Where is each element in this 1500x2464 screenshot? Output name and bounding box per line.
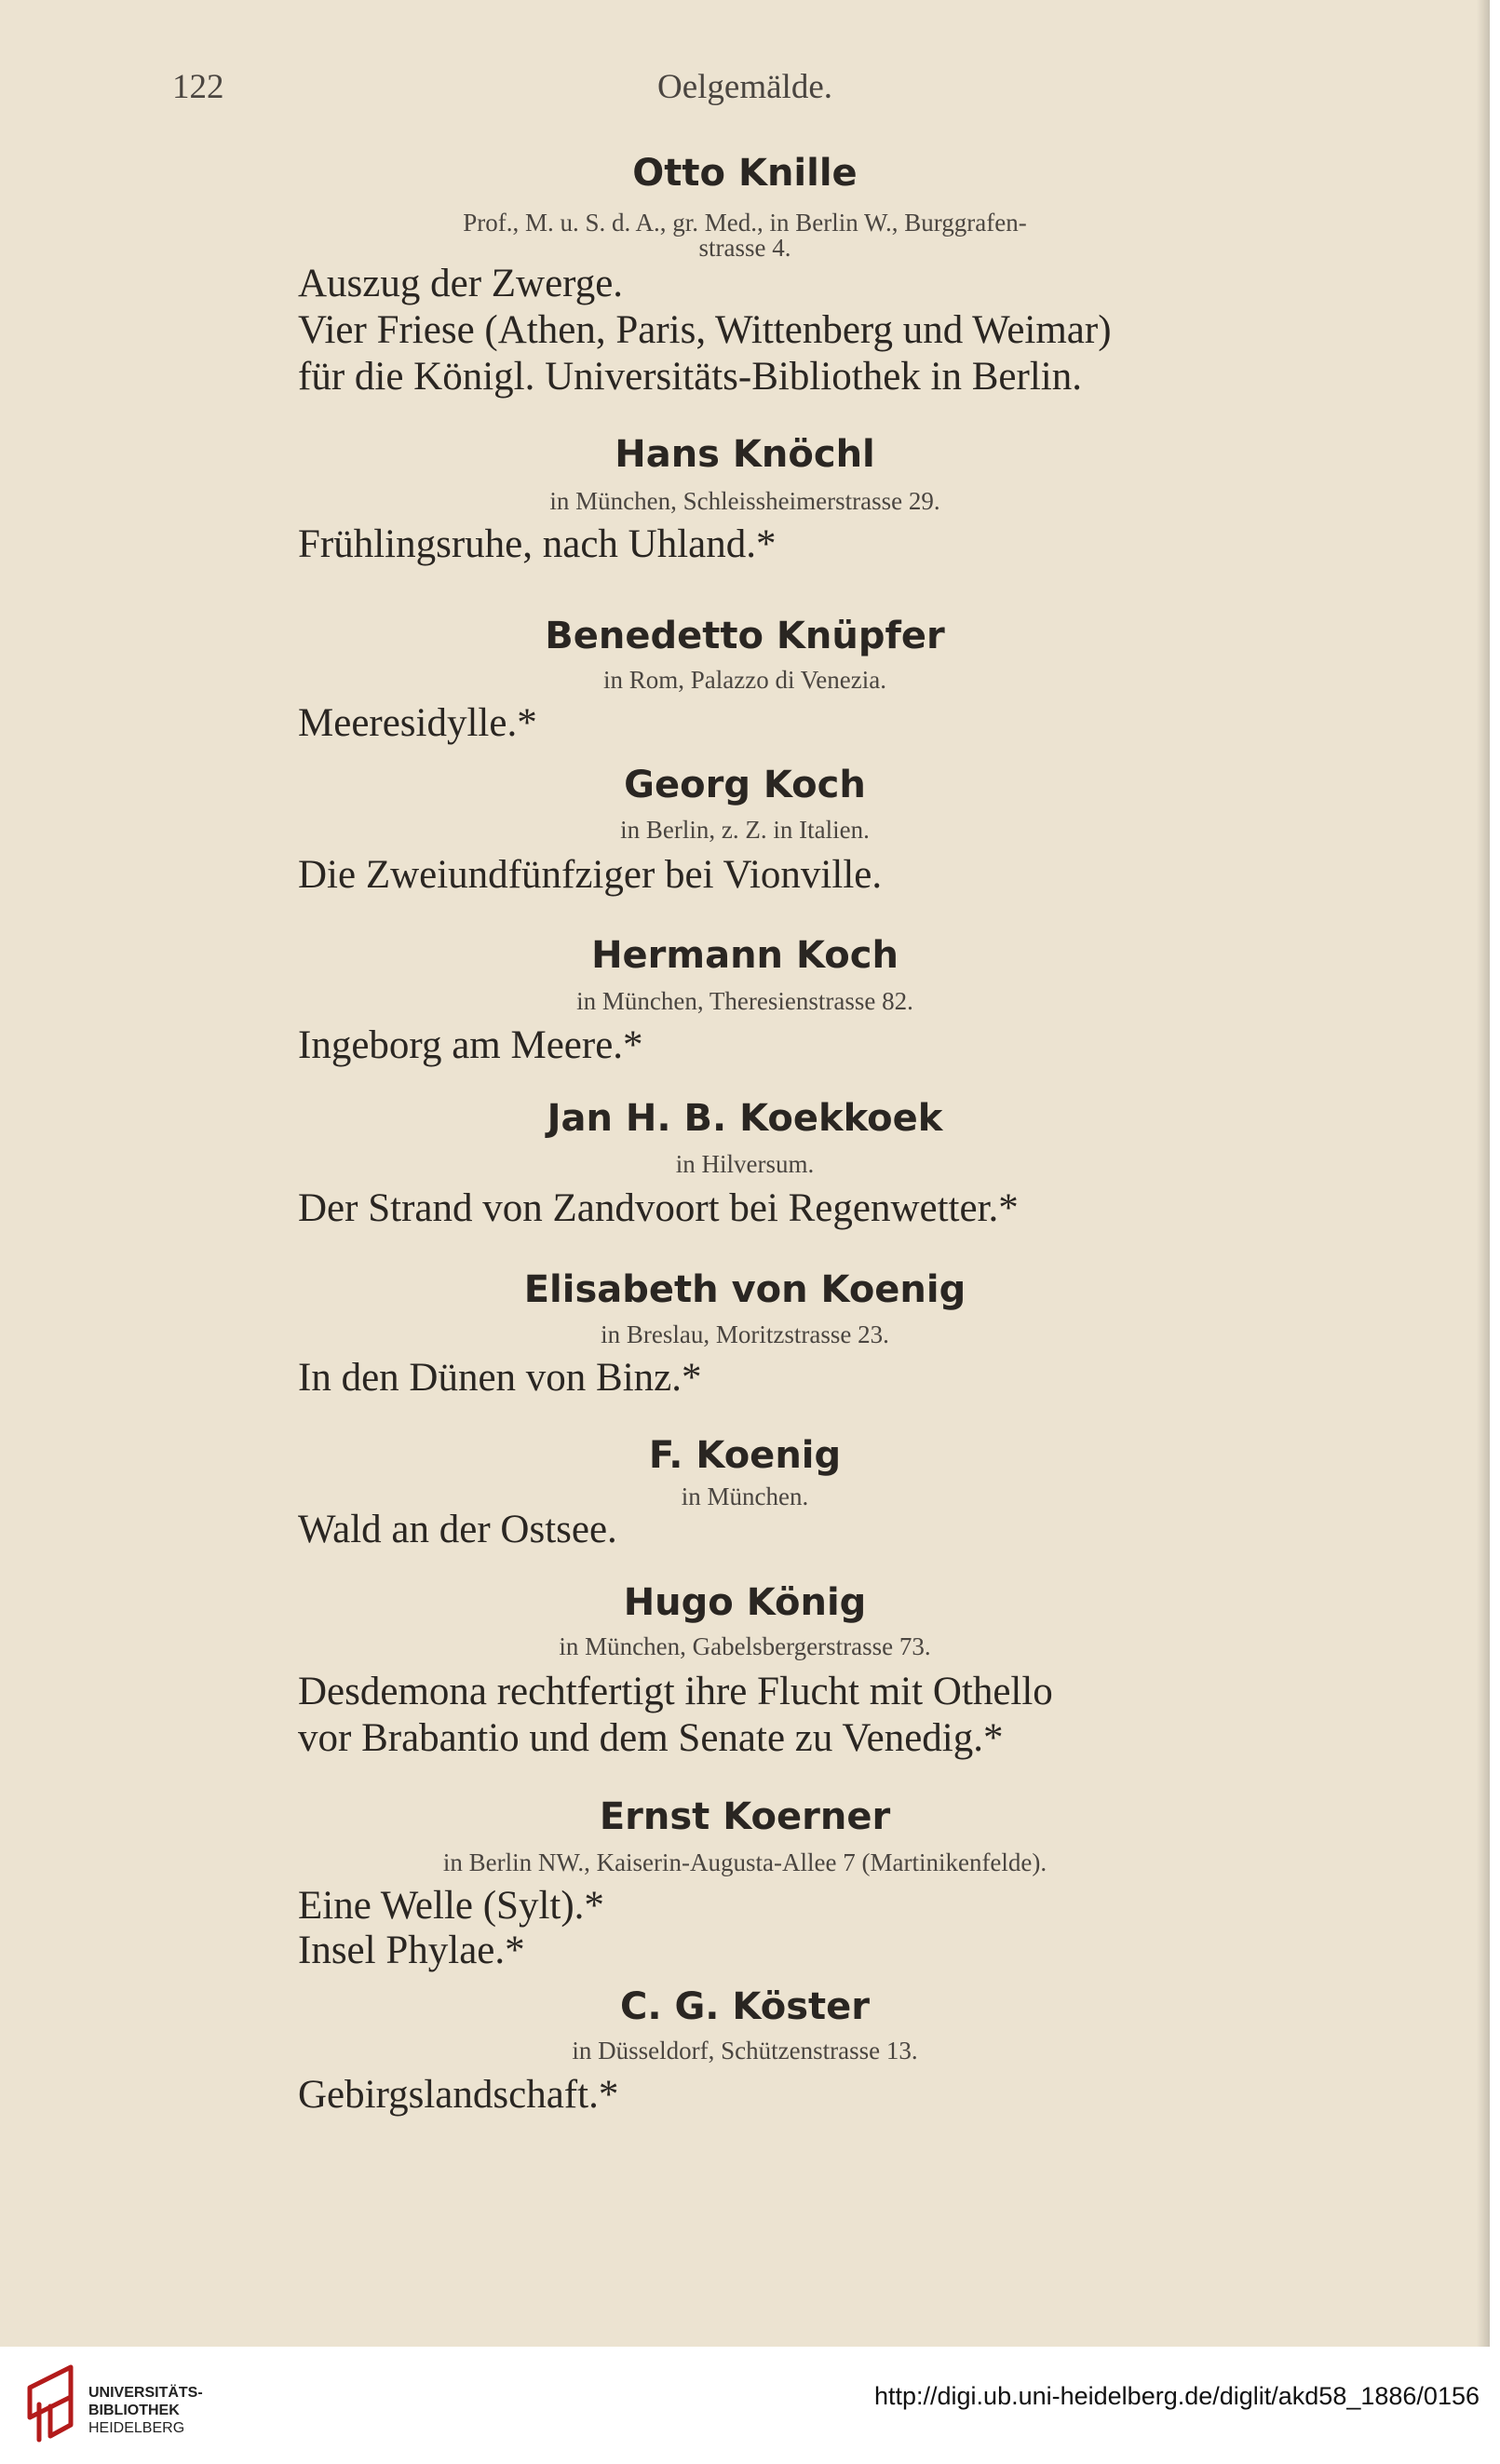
entry-title: Gebirgslandschaft.*	[298, 2073, 619, 2117]
entry-title: Frühlingsruhe, nach Uhland.*	[298, 522, 777, 566]
artist-name: Otto Knille	[632, 152, 858, 195]
entry-title: Auszug der Zwerge.	[298, 262, 624, 305]
entry-title: Eine Welle (Sylt).*	[298, 1884, 604, 1928]
artist-address: in München.	[681, 1482, 809, 1510]
entry-title: Meeresidylle.*	[298, 701, 537, 745]
entry-title: Ingeborg am Meere.*	[298, 1023, 643, 1067]
entry-title: Vier Friese (Athen, Paris, Wittenberg und Weimar)	[298, 308, 1112, 352]
entry-title: Insel Phylae.*	[298, 1929, 525, 1972]
artist-address: strasse 4.	[698, 234, 791, 262]
artist-address: in Berlin NW., Kaiserin-Augusta-Allee 7 (Martinikenfelde).	[442, 1848, 1047, 1876]
ub-heidelberg-logo-icon	[17, 2360, 82, 2447]
library-name-line: HEIDELBERG	[88, 2420, 185, 2436]
artist-address: in Hilversum.	[675, 1150, 815, 1178]
library-name-line: BIBLIOTHEK	[88, 2403, 180, 2418]
artist-name: Elisabeth von Koenig	[523, 1268, 966, 1311]
entry-title: Der Strand von Zandvoort bei Regenwetter.*	[298, 1186, 1019, 1230]
entry-title: Die Zweiundfünfziger bei Vionville.	[298, 853, 883, 897]
entry-title: In den Dünen von Binz.*	[298, 1356, 702, 1400]
artist-address: in München, Schleissheimerstrasse 29.	[549, 487, 940, 515]
entry-title-continuation: für die Königl. Universitäts-Bibliothek in Berlin.	[298, 355, 1082, 399]
artist-address: in Düsseldorf, Schützenstrasse 13.	[572, 2037, 918, 2065]
artist-name: Georg Koch	[624, 764, 866, 806]
artist-name: F. Koenig	[648, 1434, 842, 1477]
artist-address: in Rom, Palazzo di Venezia.	[603, 666, 886, 694]
source-url-link[interactable]: http://digi.ub.uni-heidelberg.de/diglit/akd58_1886/0156	[873, 2382, 1480, 2410]
artist-name: Jan H. B. Koekkoek	[547, 1097, 943, 1140]
artist-name: Hans Knöchl	[615, 433, 875, 476]
running-title: Oelgemälde.	[657, 68, 832, 106]
artist-name: C. G. Köster	[620, 1985, 870, 2028]
artist-name: Hugo König	[623, 1581, 867, 1624]
digitization-footer	[0, 2347, 1500, 2464]
artist-address: in Berlin, z. Z. in Italien.	[620, 816, 870, 844]
entry-title: Desdemona rechtfertigt ihre Flucht mit Othello	[298, 1670, 1053, 1713]
artist-name: Benedetto Knüpfer	[545, 615, 945, 657]
artist-address: in München, Theresienstrasse 82.	[576, 987, 913, 1015]
artist-address: in München, Gabelsbergerstrasse 73.	[559, 1632, 931, 1660]
library-name	[88, 2384, 203, 2437]
artist-address: in Breslau, Moritzstrasse 23.	[601, 1320, 889, 1348]
artist-name: Hermann Koch	[591, 934, 899, 977]
artist-name: Ernst Koerner	[599, 1795, 891, 1838]
page-number: 122	[172, 68, 224, 106]
artist-address: Prof., M. u. S. d. A., gr. Med., in Berlin W., Burggrafen-	[463, 209, 1027, 237]
entry-title-continuation: vor Brabantio und dem Senate zu Venedig.*	[298, 1716, 1004, 1760]
library-name-line: UNIVERSITÄTS-	[88, 2385, 203, 2401]
entry-title: Wald an der Ostsee.	[298, 1508, 617, 1551]
